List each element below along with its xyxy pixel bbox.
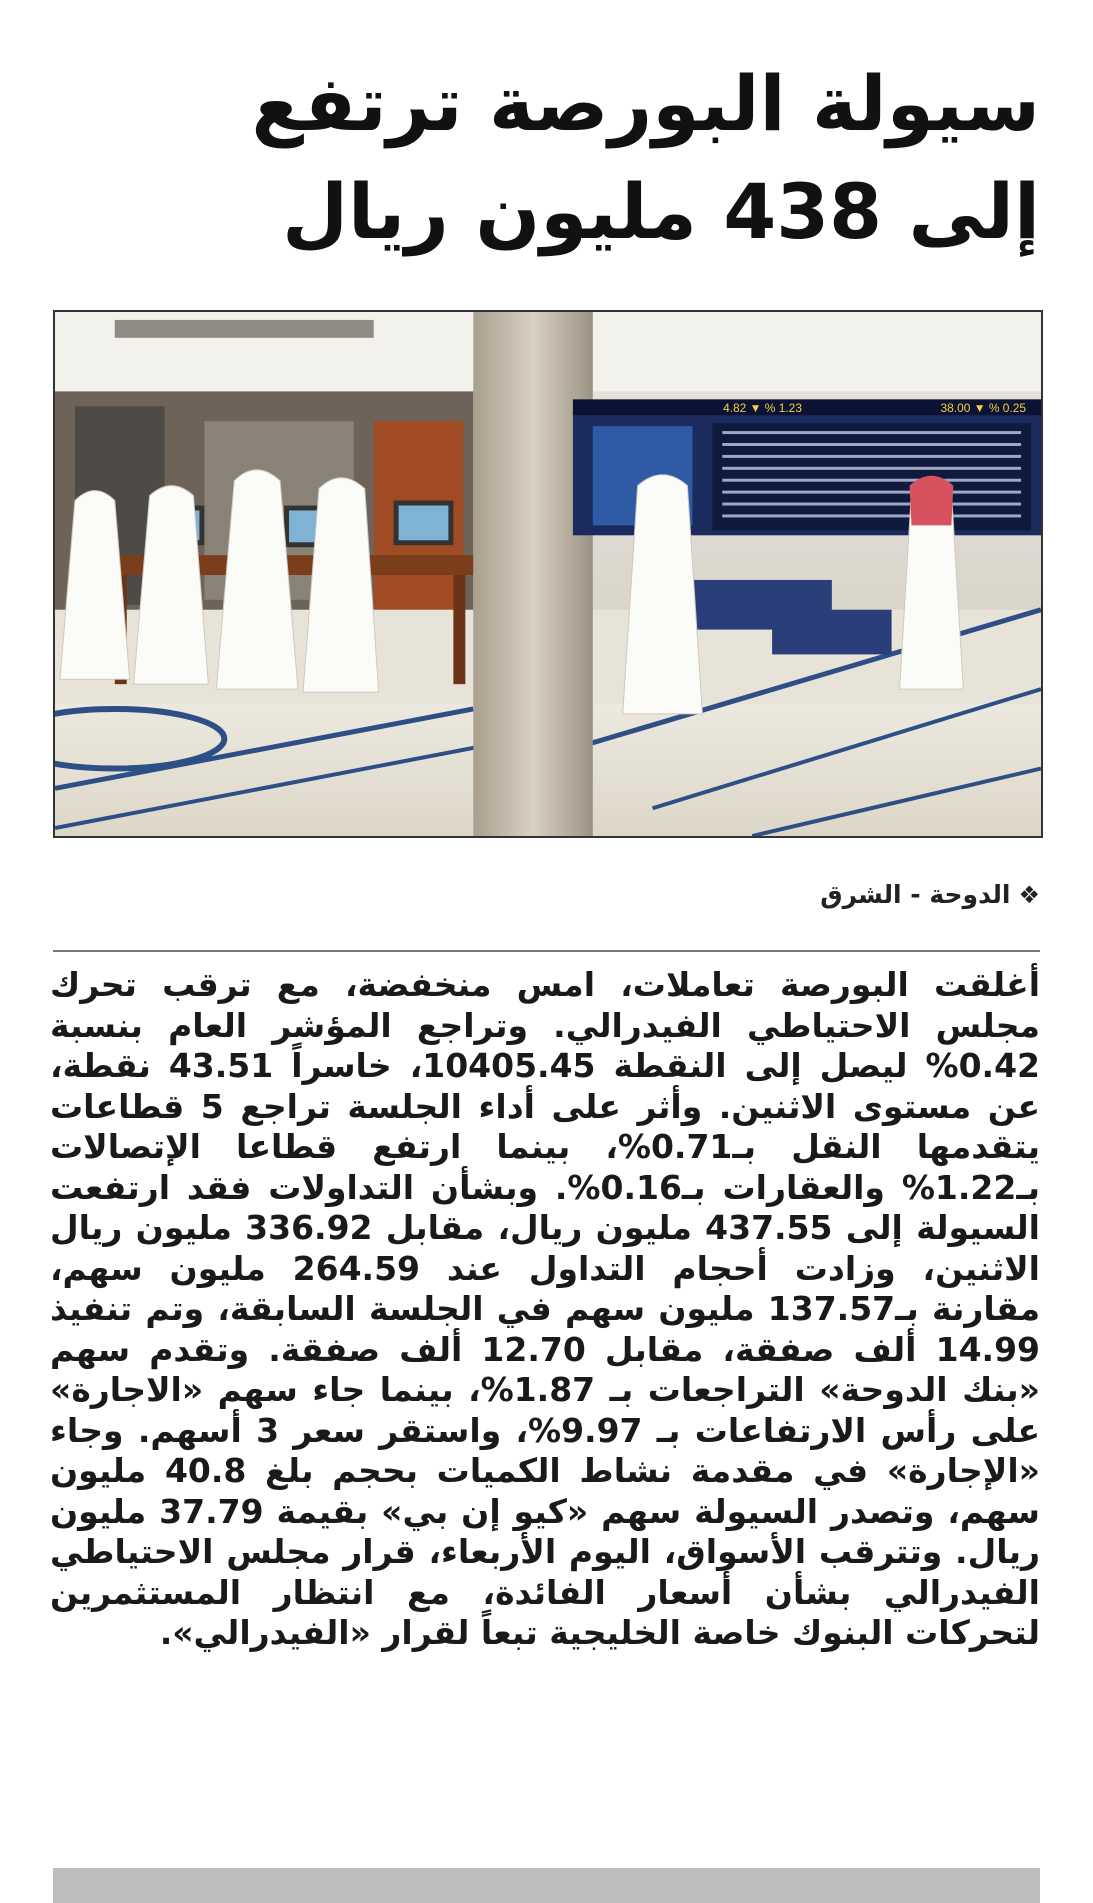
trading-floor-photo xyxy=(53,310,1043,838)
bottom-bar xyxy=(53,1868,1040,1903)
ticker-text-1: 38.00 ▼ % 0.25 xyxy=(940,401,1027,416)
headline-line-2: إلى 438 مليون ريال xyxy=(282,167,1040,256)
dateline-text: الدوحة - الشرق xyxy=(820,880,1011,909)
headline xyxy=(50,50,1040,266)
ticker-text-2: 4.82 ▼ % 1.23 xyxy=(723,401,802,416)
headline-line-1: سيولة البورصة ترتفع xyxy=(251,59,1040,148)
divider xyxy=(53,950,1040,952)
diamond-bullet-icon: ❖ xyxy=(1018,881,1040,909)
article-body: أغلقت البورصة تعاملات، امس منخفضة، مع ترقب تحرك مجلس الاحتياطي الفيدرالي. وتراجع المؤشر العام بنسبة 0.42% ليصل إلى النقطة 10405.45، خاسراً 43.51 نقطة، عن مستوى الاثنين. وأثر على أداء الجلسة تراجع 5 قطاعات يتقدمها النقل بـ0.71%، بينما ارتفع قطاعا الإتصالات بـ1.22% والعقارات بـ0.16%. وبشأن التداولات فقد ارتفعت السيولة إلى 437.55 مليون ريال، مقابل 336.92 مليون ريال الاثنين، وزادت أحجام التداول عند 264.59 مليون سهم، مقارنة بـ137.57 مليون سهم في الجلسة السابقة، وتم تنفيذ 14.99 ألف صفقة، مقابل 12.70 ألف صفقة. وتقدم سهم «بنك الدوحة» التراجعات بـ 1.87%، بينما جاء سهم «الاجارة» على رأس الارتفاعات بـ 9.97%، واستقر سعر 3 أسهم. وجاء «الإجارة» في مقدمة نشاط الكميات بحجم بلغ 40.8 مليون سهم، وتصدر السيولة سهم «كيو إن بي» بقيمة 37.79 مليون ريال. وتترقب الأسواق، اليوم الأربعاء، قرار مجلس الاحتياطي الفيدرالي بشأن أسعار الفائدة، مع انتظار المستثمرين لتحركات البنوك خاصة الخليجية تبعاً لقرار «الفيدرالي». xyxy=(50,965,1041,1652)
dateline xyxy=(820,880,1040,909)
